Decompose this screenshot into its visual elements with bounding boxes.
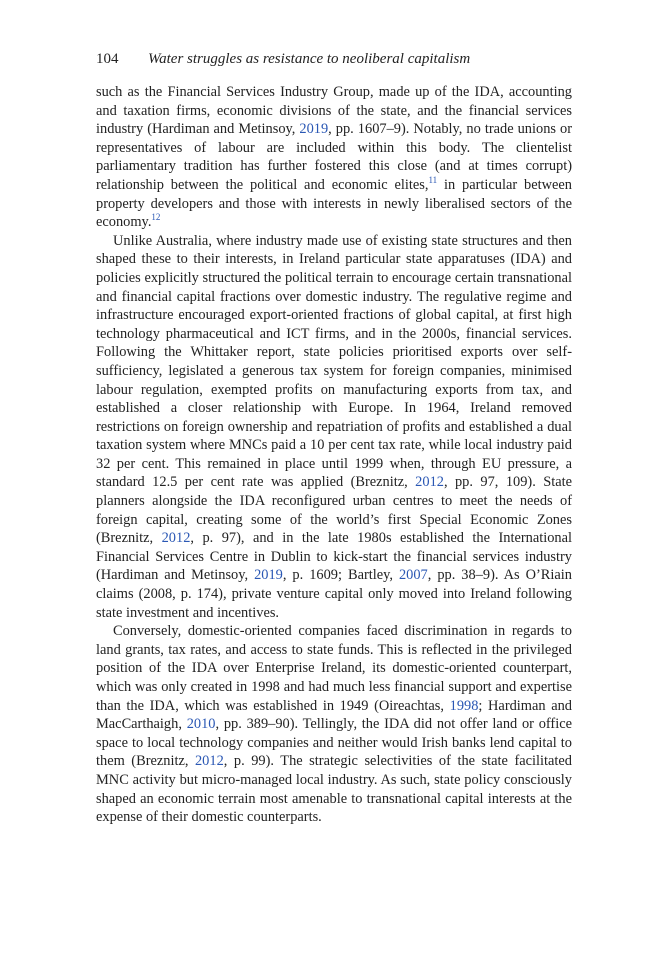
- paragraph: [96, 622, 572, 827]
- paragraph-text: Unlike Australia, where industry made use of existing state structures and then shaped these to their interests, in Ireland particular state apparatuses (IDA) and policies explicitly structured the political terrain to encourage certain transnational and financial capital fractions over domestic industry. The regulative regime and infrastructure encouraged export-oriented fractions of global capital, at first high technology pharmaceutical and ICT firms, and in the 2000s, financial services. Following the Whittaker report, state policies prioritised exports over self-sufficiency, legislated a generous tax system for foreign companies, minimised labour regulation, exempted profits on manufacturing exports from tax, and established a closer relationship with Europe. In 1964, Ireland removed restrictions on foreign ownership and repatriation of profits and established a dual taxation system where MNCs paid a 10 per cent tax rate, while local industry paid 32 per cent. This remained in place until 1999 when, through EU pressure, a standard 12.5 per cent rate was applied (Breznitz,: [96, 232, 572, 491]
- paragraph-text: , p. 97), and in the late 1980s established the International Financial Services Centre in Dublin to kick-start the financial services industry (Hardiman and Metinsoy,: [96, 530, 572, 584]
- paragraph: [96, 83, 572, 232]
- paragraph-text: , pp. 389–90). Tellingly, the IDA did not offer land or office space to local technology companies and neither would Irish banks lend capital to them (Breznitz,: [96, 716, 573, 770]
- citation-year-link[interactable]: 2012: [415, 474, 444, 491]
- citation-year-link[interactable]: 2019: [299, 121, 329, 138]
- citation-year-link[interactable]: 2007: [398, 567, 428, 584]
- paragraph-text: , pp. 97, 109). State planners alongside the IDA reconfigured urban centres to meet the needs of foreign capital, creating some of the world’s first Special Economic Zones (Breznitz,: [96, 474, 573, 547]
- citation-year-link[interactable]: 2012: [161, 530, 191, 547]
- paragraph-text: such as the Financial Services Industry Group, made up of the IDA, accounting and taxation firms, economic divisions of the state, and the financial services industry (Hardiman and Metinsoy,: [96, 84, 572, 138]
- paragraph: [96, 232, 572, 622]
- paragraph-text: ; Hardiman and MacCarthaigh,: [96, 697, 572, 733]
- paragraph-text: in particular between property developers and those with interests in newly liberalised sectors of the economy.: [96, 176, 572, 231]
- citation-year-link[interactable]: 1998: [449, 697, 479, 714]
- running-title: Water struggles as resistance to neoliberal capitalism: [148, 51, 471, 67]
- citation-year-link[interactable]: 2010: [186, 716, 216, 733]
- body-text: [96, 83, 572, 827]
- citation-year-link[interactable]: 2019: [254, 567, 283, 584]
- footnote-marker[interactable]: 12: [151, 212, 161, 223]
- citation-year-link[interactable]: 2012: [194, 753, 224, 770]
- paragraph-text: , pp. 1607–9). Notably, no trade unions or representatives of labour are included within this body. The clientelist parliamentary tradition has further fostered this close (and at times corrupt) relationship between the political and economic elites,: [96, 121, 572, 193]
- page-number: 104: [96, 51, 119, 67]
- paragraph-text: , p. 99). The strategic selectivities of the state facilitated MNC activity but micro-managed local industry. As such, state policy consciously shaped an economic terrain most amenable to transnational capital interests at the expense of their domestic counterparts.: [96, 753, 572, 826]
- paragraph-text: Conversely, domestic-oriented companies faced discrimination in regards to land grants, tax rates, and access to state funds. This is reflected in the privileged position of the IDA over Enterprise Ireland, its domestic-oriented counterpart, which was only created in 1998 and had much less financial support and expertise than the IDA, which was established in 1949 (Oireachtas,: [96, 623, 572, 714]
- paragraph-text: , p. 1609; Bartley,: [282, 567, 399, 584]
- footnote-marker[interactable]: 11: [428, 175, 438, 186]
- paragraph-text: , pp. 38–9). As O’Riain claims (2008, p. 174), private venture capital only moved into Ireland following state investment and incentives.: [96, 567, 572, 621]
- running-header: [96, 50, 576, 68]
